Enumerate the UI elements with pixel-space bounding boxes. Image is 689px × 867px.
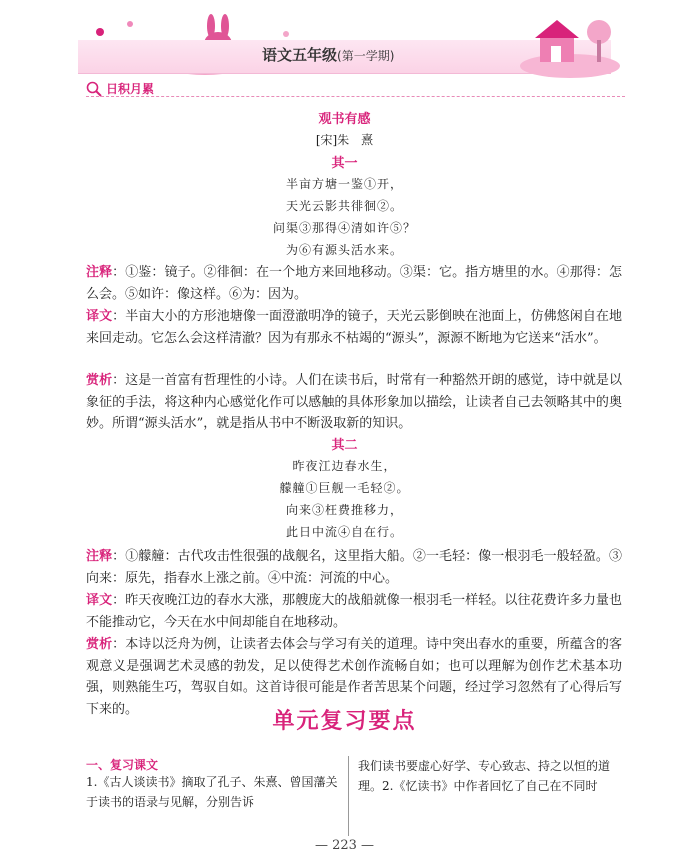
poem-line: 半亩方塘一鉴①开，	[285, 177, 403, 191]
section-label-text: 日积月累	[106, 82, 155, 96]
notes-label: 注释	[86, 549, 113, 564]
part1-translation	[86, 306, 622, 349]
magnifier-icon	[86, 81, 102, 97]
poem-title: 观书有感	[318, 112, 371, 127]
poem-line: 天光云影共徘徊②。	[285, 199, 403, 213]
appreciation-text: ：本诗以泛舟为例，让读者去体会与学习有关的道理。诗中突出春水的重要，所蕴含的客观意义是强调艺术灵感的勃发，足以使得艺术创作流畅自如；也可以理解为创作艺术基本功强，则熟能生巧，驾驭自如。这首诗很可能是作者苦思某个问题，经过学习忽然有了心得后写下来的。	[86, 637, 622, 717]
unit-review-heading: 单元复习要点	[272, 709, 417, 734]
notes-label: 注释	[86, 265, 113, 280]
poem-line: 问渠③那得④清如许⑤？	[272, 221, 416, 235]
page-header	[0, 0, 689, 78]
book-title	[262, 44, 394, 65]
appreciation-label: 赏析	[86, 637, 113, 652]
poem-line: 艨艟①巨舰一毛轻②。	[279, 481, 410, 495]
page-number: — 223 —	[314, 838, 375, 853]
translation-text: ：昨天夜晚江边的春水大涨，那艘庞大的战船就像一根羽毛一样轻。以往花费许多力量也不能推动它，今天在水中间却能自在地移动。	[86, 593, 622, 630]
translation-text: ：半亩大小的方形池塘像一面澄澈明净的镜子，天光云影倒映在池面上，仿佛悠闲自在地来回走动。它怎么会这样清澈？因为有那永不枯竭的“源头”，源源不断地为它送来“活水”。	[86, 309, 622, 346]
poem-author: [宋]朱 熹	[315, 133, 374, 147]
book-title-text: 语文五年级	[262, 46, 338, 64]
part1-notes	[86, 262, 622, 305]
part1-appreciation	[86, 370, 622, 435]
review-left-column: 1.《古人谈读书》摘取了孔子、朱熹、曾国藩关于读书的语录与见解，分别告诉	[86, 775, 338, 809]
section-label	[86, 80, 154, 97]
house-decoration-icon	[515, 10, 625, 80]
appreciation-label: 赏析	[86, 373, 113, 388]
part2-translation	[86, 590, 622, 633]
poem-line: 此日中流④自在行。	[285, 525, 403, 539]
part2-notes	[86, 546, 622, 589]
part1-heading: 其一	[331, 156, 358, 171]
notes-text: ：①鉴：镜子。②徘徊：在一个地方来回地移动。③渠：它。指方塘里的水。④那得：怎么会。⑤如许：像这样。⑥为：因为。	[86, 265, 622, 302]
appreciation-text: ：这是一首富有哲理性的小诗。人们在读书后，时常有一种豁然开朗的感觉，诗中就是以象征的手法，将这种内心感觉化作可以感触的具体形象加以描绘，让读者自己去领略其中的奥妙。所谓“源头活水”，就是指从书中不断汲取新的知识。	[86, 373, 622, 431]
part2-heading: 其二	[331, 438, 358, 453]
book-subtitle: (第一学期)	[337, 49, 395, 63]
translation-label: 译文	[86, 593, 113, 608]
poem-line: 为⑥有源头活水来。	[285, 243, 403, 257]
notes-text: ：①艨艟：古代攻击性很强的战舰名，这里指大船。②一毛轻：像一根羽毛一般轻盈。③向来：原先，指春水上涨之前。④中流：河流的中心。	[86, 549, 622, 586]
review-right-column: 我们读书要虚心好学、专心致志、持之以恒的道理。2.《忆读书》中作者回忆了自己在不同时	[358, 759, 611, 793]
review-subheading: 一、复习课文	[86, 758, 159, 772]
column-divider	[348, 756, 349, 836]
poem-line: 向来③枉费推移力，	[285, 503, 403, 517]
translation-label: 译文	[86, 309, 113, 324]
poem-line: 昨夜江边春水生，	[292, 459, 397, 473]
section-divider	[86, 96, 625, 97]
